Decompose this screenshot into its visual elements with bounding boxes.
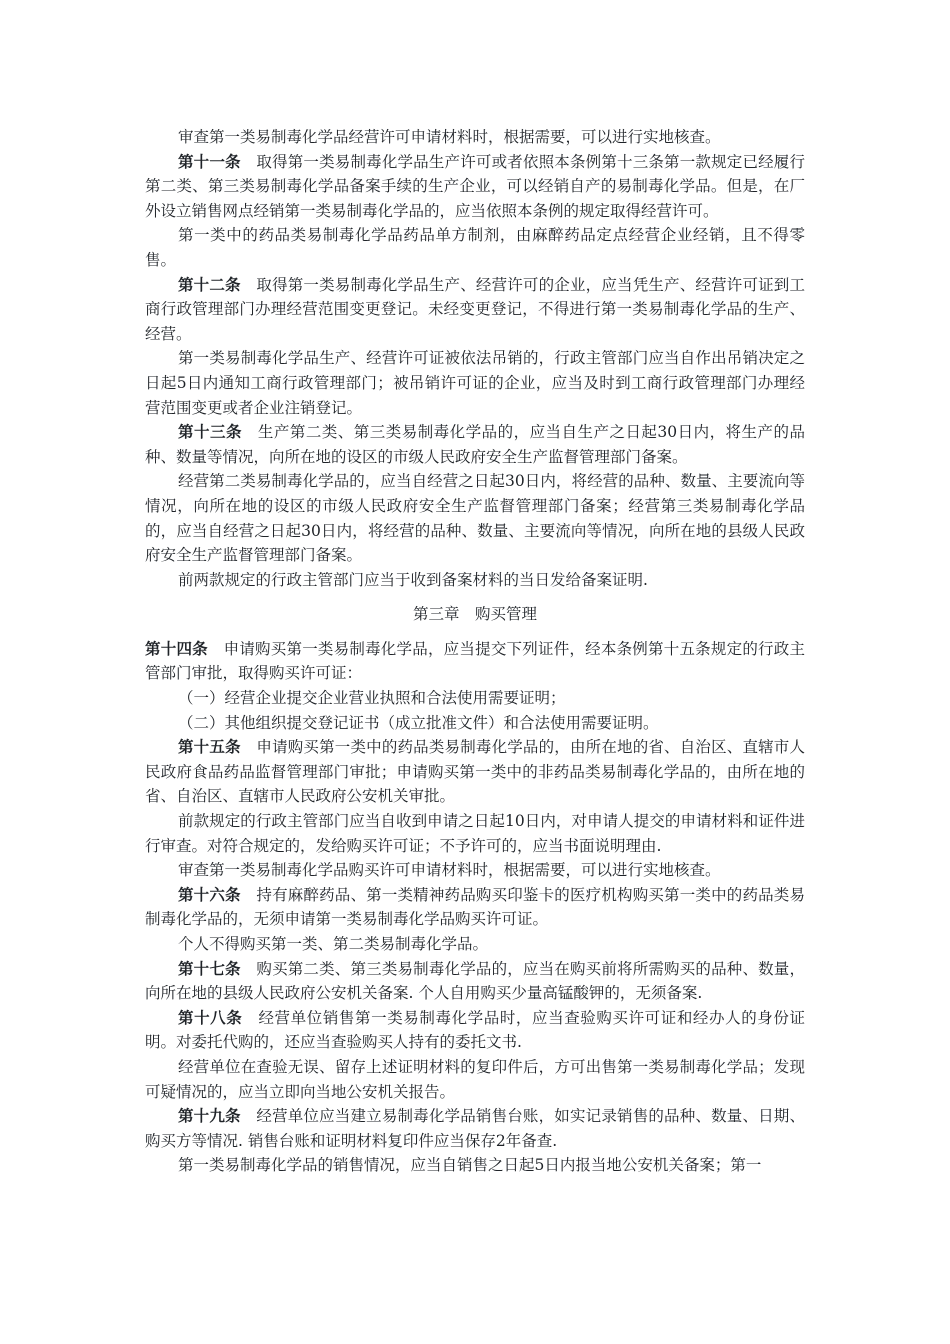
document-body bbox=[145, 125, 805, 1178]
paragraph bbox=[145, 273, 805, 347]
paragraph-text: 第一类易制毒化学品生产、经营许可证被依法吊销的，行政主管部门应当自作出吊销决定之日起5日内通知工商行政管理部门；被吊销许可证的企业，应当及时到工商行政管理部门办理经营范围变更或者企业注销登记。 bbox=[145, 349, 805, 417]
paragraph-text: 第一类易制毒化学品的销售情况，应当自销售之日起5日内报当地公安机关备案；第一 bbox=[178, 1156, 762, 1175]
paragraph bbox=[145, 858, 805, 883]
paragraph-text: 经营单位应当建立易制毒化学品销售台账，如实记录销售的品种、数量、日期、购买方等情况. 销售台账和证明材料复印件应当保存2年备查. bbox=[145, 1107, 805, 1150]
article-number: 第十四条 bbox=[145, 638, 208, 658]
paragraph-text: 经营单位在查验无误、留存上述证明材料的复印件后，方可出售第一类易制毒化学品；发现可疑情况的，应当立即向当地公安机关报告。 bbox=[145, 1057, 805, 1101]
paragraph bbox=[145, 1153, 805, 1178]
paragraph-text: 申请购买第一类易制毒化学品，应当提交下列证件，经本条例第十五条规定的行政主管部门审批，取得购买许可证： bbox=[145, 639, 805, 683]
paragraph-text: 个人不得购买第一类、第二类易制毒化学品。 bbox=[178, 935, 489, 953]
paragraph-text: 审查第一类易制毒化学品经营许可申请材料时，根据需要，可以进行实地核查。 bbox=[178, 128, 721, 146]
paragraph-text: 购买第二类、第三类易制毒化学品的，应当在购买前将所需购买的品种、数量，向所在地的县级人民政府公安机关备案. 个人自用购买少量高锰酸钾的，无须备案. bbox=[145, 959, 805, 1003]
paragraph bbox=[145, 125, 805, 150]
article-number: 第十二条 bbox=[178, 274, 241, 294]
paragraph-text: 经营第二类易制毒化学品的，应当自经营之日起30日内，将经营的品种、数量、主要流向等情况，向所在地的设区的市级人民政府安全生产监督管理部门备案；经营第三类易制毒化学品的，应当自经营之日起30日内，将经营的品种、数量、主要流向等情况，向所在地的县级人民政府安全生产监督管理部门备案。 bbox=[145, 472, 805, 565]
paragraph bbox=[145, 420, 805, 469]
paragraph bbox=[145, 809, 805, 858]
article-number: 第十七条 bbox=[178, 958, 241, 978]
paragraph-text: （二）其他组织提交登记证书（成立批准文件）和合法使用需要证明。 bbox=[178, 713, 659, 732]
article-number: 第十九条 bbox=[178, 1106, 241, 1126]
paragraph bbox=[145, 883, 805, 932]
paragraph bbox=[145, 711, 805, 736]
paragraph bbox=[145, 223, 805, 272]
paragraph bbox=[145, 637, 805, 686]
article-number: 第十六条 bbox=[178, 884, 241, 904]
section-chapter-three bbox=[145, 637, 805, 1178]
article-number: 第十五条 bbox=[178, 737, 241, 757]
paragraph-text: 审查第一类易制毒化学品购买许可申请材料时，根据需要，可以进行实地核查。 bbox=[178, 861, 721, 880]
paragraph-text: 前两款规定的行政主管部门应当于收到备案材料的当日发给备案证明. bbox=[178, 570, 648, 589]
paragraph-text: 持有麻醉药品、第一类精神药品购买印鉴卡的医疗机构购买第一类中的药品类易制毒化学品的，无须申请第一类易制毒化学品购买许可证。 bbox=[145, 885, 805, 929]
paragraph bbox=[145, 469, 805, 567]
paragraph bbox=[145, 568, 805, 593]
paragraph-text: 取得第一类易制毒化学品生产、经营许可的企业，应当凭生产、经营许可证到工商行政管理部门办理经营范围变更登记。未经变更登记，不得进行第一类易制毒化学品的生产、经营。 bbox=[145, 275, 805, 343]
section-chapter-two-tail bbox=[145, 125, 805, 592]
paragraph bbox=[145, 346, 805, 420]
paragraph bbox=[145, 150, 805, 224]
paragraph bbox=[145, 1006, 805, 1055]
article-number: 第十一条 bbox=[178, 151, 241, 171]
article-number: 第十三条 bbox=[178, 422, 242, 442]
paragraph-text: 第一类中的药品类易制毒化学品药品单方制剂，由麻醉药品定点经营企业经销，且不得零售。 bbox=[145, 226, 805, 269]
paragraph bbox=[145, 686, 805, 711]
paragraph bbox=[145, 735, 805, 809]
paragraph bbox=[145, 932, 805, 957]
paragraph bbox=[145, 1055, 805, 1104]
paragraph-text: 申请购买第一类中的药品类易制毒化学品的，由所在地的省、自治区、直辖市人民政府食品药品监督管理部门审批；申请购买第一类中的非药品类易制毒化学品的，由所在地的省、自治区、直辖市人民政府公安机关审批。 bbox=[145, 738, 805, 806]
article-number: 第十八条 bbox=[178, 1007, 243, 1027]
paragraph-text: 取得第一类易制毒化学品生产许可或者依照本条例第十三条第一款规定已经履行第二类、第三类易制毒化学品备案手续的生产企业，可以经销自产的易制毒化学品。但是，在厂外设立销售网点经销第一类易制毒化学品的，应当依照本条例的规定取得经营许可。 bbox=[145, 152, 805, 220]
chapter-title: 第三章 购买管理 bbox=[412, 605, 537, 624]
paragraph bbox=[145, 1104, 805, 1153]
paragraph-text: 经营单位销售第一类易制毒化学品时，应当查验购买许可证和经办人的身份证明。对委托代购的，还应当查验购买人持有的委托文书. bbox=[145, 1008, 805, 1052]
paragraph-text: 前款规定的行政主管部门应当自收到申请之日起10日内，对申请人提交的申请材料和证件进行审查。对符合规定的，发给购买许可证；不予许可的，应当书面说明理由. bbox=[145, 812, 805, 855]
paragraph bbox=[145, 957, 805, 1006]
paragraph-text: （一）经营企业提交企业营业执照和合法使用需要证明； bbox=[178, 689, 566, 708]
paragraph-text: 生产第二类、第三类易制毒化学品的，应当自生产之日起30日内，将生产的品种、数量等情况，向所在地的设区的市级人民政府安全生产监督管理部门备案。 bbox=[145, 423, 805, 466]
